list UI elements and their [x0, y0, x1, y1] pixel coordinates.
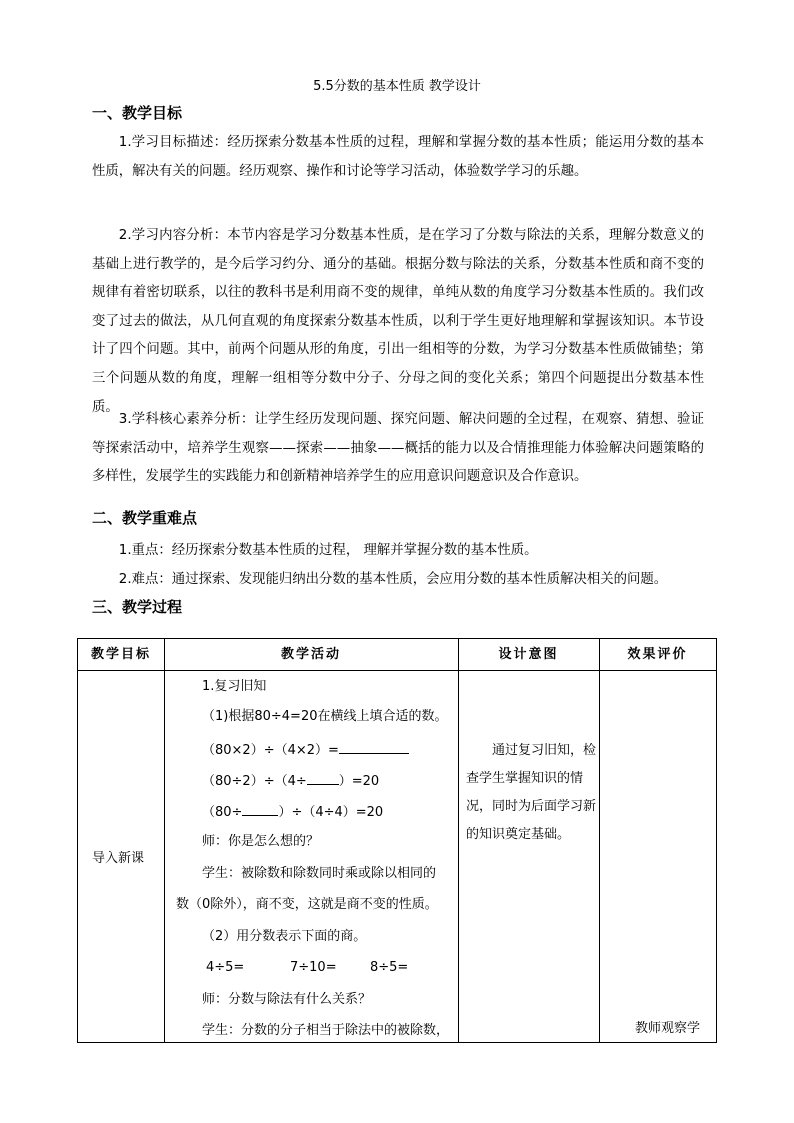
header-teaching-goal: 教学目标 [90, 647, 151, 662]
table-column-divider [458, 639, 459, 1042]
activity-line: 学生：被除数和除数同时乘或除以相同的 [202, 866, 437, 881]
header-design-intent: 设计意图 [498, 647, 559, 662]
activity-text: （80÷2）÷（4÷ [202, 774, 307, 789]
header-effect-evaluation: 效果评价 [627, 647, 688, 662]
activity-line: 数（0除外），商不变，这就是商不变的性质。 [176, 897, 438, 912]
activity-text: （80÷ [202, 805, 243, 820]
activity-line: 7÷10= [290, 960, 337, 975]
objective-paragraph-3: 3.学科核心素养分析：让学生经历发现问题、探究问题、解决问题的全过程，在观察、猜想、验证等探索活动中，培养学生观察——探索——抽象——概括的能力以及合情推理能力体验解决问题策略的多样性，发展学生的实践能力和创新精神培养学生的应用意识问题意识及合作意识。 [92, 412, 704, 485]
activity-line: （1)根据80÷4=20在横线上填合适的数。 [202, 709, 448, 724]
activity-line: 师：分数与除法有什么关系？ [202, 992, 372, 1007]
key-point-paragraph: 1.重点：经历探索分数基本性质的过程， 理解并掌握分数的基本性质。 [118, 543, 538, 558]
difficulty-paragraph: 2.难点：通过探索、发现能归纳出分数的基本性质，会应用分数的基本性质解决相关的问题。 [118, 572, 668, 587]
activity-line: （2）用分数表示下面的商。 [202, 929, 367, 944]
activity-line: 学生：分数的分子相当于除法中的被除数， [202, 1023, 450, 1038]
objective-paragraph-2: 2.学习内容分析：本节内容是学习分数基本性质，是在学习了分数与除法的关系，理解分数意义的基础上进行教学的，是今后学习约分、通分的基础。根据分数与除法的关系，分数基本性质和商不变的规律有着密切联系，以往的教科书是利用商不变的规律，单纯从数的角度学习分数基本性质的。我们改变了过去的做法，从几何直观的角度探索分数基本性质，以利于学生更好地理解和掌握该知识。本节设计了四个问题。其中，前两个问题从形的角度，引出一组相等的分数，为学习分数基本性质做铺垫；第三个问题从数的角度，理解一组相等分数中分子、分母之间的变化关系；第四个问题提出分数基本性质。 [92, 228, 704, 415]
header-teaching-activity: 教学活动 [280, 647, 341, 662]
activity-line [202, 801, 383, 823]
row-intent-cell: 通过复习旧知，检查学生掌握知识的情况，同时为后面学习新的知识奠定基础。 [466, 743, 597, 842]
activity-line: 8÷5= [370, 960, 409, 975]
objective-paragraph-1: 1.学习目标描述：经历探索分数基本性质的过程，理解和掌握分数的基本性质；能运用分数的基本性质，解决有关的问题。经历观察、操作和讨论等学习活动，体验数学学习的乐趣。 [92, 135, 704, 179]
section-heading-key-points: 二、教学重难点 [92, 509, 198, 527]
answer-blank[interactable] [242, 801, 278, 816]
activity-text: ）=20 [338, 774, 380, 789]
answer-blank[interactable] [307, 770, 339, 785]
row-goal-cell: 导入新课 [92, 851, 145, 866]
answer-blank[interactable] [339, 739, 409, 754]
activity-line [202, 739, 409, 761]
activity-line [202, 770, 379, 792]
activity-text: （80×2）÷（4×2）= [202, 743, 339, 758]
row-evaluation-cell: 教师观察学 [635, 1021, 701, 1036]
section-heading-process: 三、教学过程 [92, 598, 183, 616]
table-column-divider [164, 639, 165, 1042]
activity-text: ）÷（4÷4）=20 [278, 805, 384, 820]
section-heading-objectives: 一、教学目标 [92, 104, 183, 122]
activity-line: 师：你是怎么想的？ [202, 834, 320, 849]
lesson-process-table [77, 638, 717, 1043]
activity-line: 1.复习旧知 [202, 679, 267, 694]
document-title: 5.5分数的基本性质 教学设计 [313, 79, 481, 94]
activity-line: 4÷5= [206, 960, 245, 975]
